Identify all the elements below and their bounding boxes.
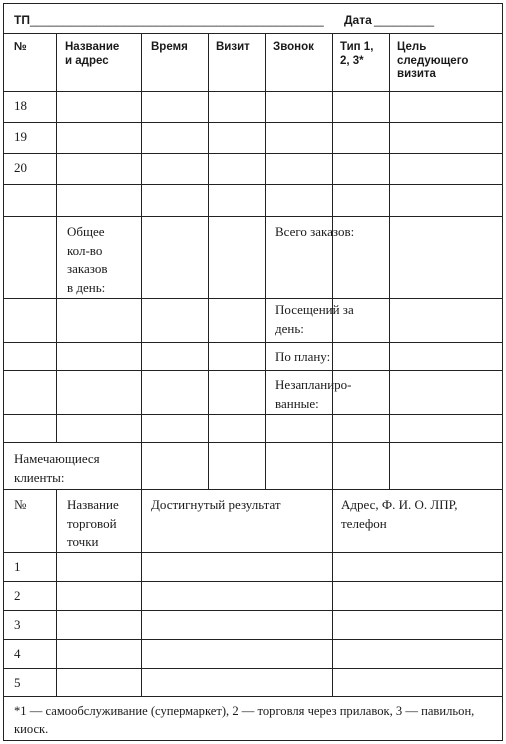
- lower-col-header-result: Достигнутый результат: [151, 497, 281, 512]
- col-header-name-address: Название и адрес: [65, 41, 120, 67]
- footnote: *1 — самообслуживание (супермаркет), 2 — торговля через прилавок, 3 — павильон, киоск.: [14, 704, 475, 736]
- col-header-number: №: [14, 41, 27, 53]
- grid-line: [56, 33, 57, 442]
- grid-line: [265, 33, 266, 442]
- tp-field-blank[interactable]: ____________________________________________: [30, 13, 324, 27]
- grid-line: [4, 639, 502, 640]
- col-header-call: Звонок: [273, 41, 314, 53]
- col-header-next-goal: Цель следующего визита: [397, 41, 469, 80]
- lower-col-header-number: №: [14, 497, 27, 512]
- grid-line: [4, 610, 502, 611]
- tp-label: ТП: [14, 13, 30, 27]
- grid-line: [4, 370, 502, 371]
- row-number: 19: [14, 129, 27, 144]
- col-header-time: Время: [151, 41, 188, 53]
- date-label: Дата: [344, 13, 372, 27]
- col-header-visit: Визит: [216, 41, 250, 53]
- unplanned-label: Незапланиро- ванные:: [275, 377, 352, 411]
- grid-line: [4, 442, 502, 443]
- grid-line: [4, 414, 502, 415]
- all-orders-label: Всего заказов:: [275, 224, 355, 239]
- grid-line: [4, 552, 502, 553]
- grid-line: [265, 442, 266, 489]
- grid-line: [4, 668, 502, 669]
- grid-line: [389, 33, 390, 442]
- grid-line: [389, 442, 390, 489]
- row-number: 20: [14, 160, 27, 175]
- col-header-type: Тип 1, 2, 3*: [340, 41, 374, 67]
- grid-line: [4, 33, 502, 34]
- grid-line: [4, 696, 502, 697]
- grid-line: [332, 489, 333, 696]
- grid-line: [141, 489, 142, 696]
- lower-col-header-store-name: Название торговой точки: [67, 497, 119, 549]
- date-field-blank[interactable]: _________: [374, 13, 435, 27]
- lower-row-number: 1: [14, 559, 21, 574]
- grid-line: [332, 442, 333, 489]
- row-number: 18: [14, 98, 27, 113]
- visits-per-day-label: Посещений за день:: [275, 302, 354, 336]
- visit-report-form: [3, 3, 503, 741]
- grid-line: [4, 122, 502, 123]
- grid-line: [4, 184, 502, 185]
- grid-line: [4, 342, 502, 343]
- grid-line: [141, 442, 142, 489]
- grid-line: [208, 33, 209, 442]
- grid-line: [4, 216, 502, 217]
- lower-row-number: 4: [14, 646, 21, 661]
- planned-label: По плану:: [275, 349, 331, 364]
- grid-line: [141, 33, 142, 442]
- grid-line: [4, 581, 502, 582]
- prospective-clients-label: Намечающиеся клиенты:: [14, 451, 100, 485]
- lower-row-number: 2: [14, 588, 21, 603]
- grid-line: [208, 442, 209, 489]
- grid-line: [4, 153, 502, 154]
- grid-line: [4, 489, 502, 490]
- grid-line: [4, 91, 502, 92]
- total-orders-per-day-label: Общее кол-во заказов в день:: [67, 224, 108, 295]
- form-header: [14, 13, 492, 31]
- grid-line: [56, 489, 57, 696]
- lower-row-number: 5: [14, 675, 21, 690]
- grid-line: [4, 298, 502, 299]
- lower-col-header-contact: Адрес, Ф. И. О. ЛПР, телефон: [341, 497, 458, 531]
- lower-row-number: 3: [14, 617, 21, 632]
